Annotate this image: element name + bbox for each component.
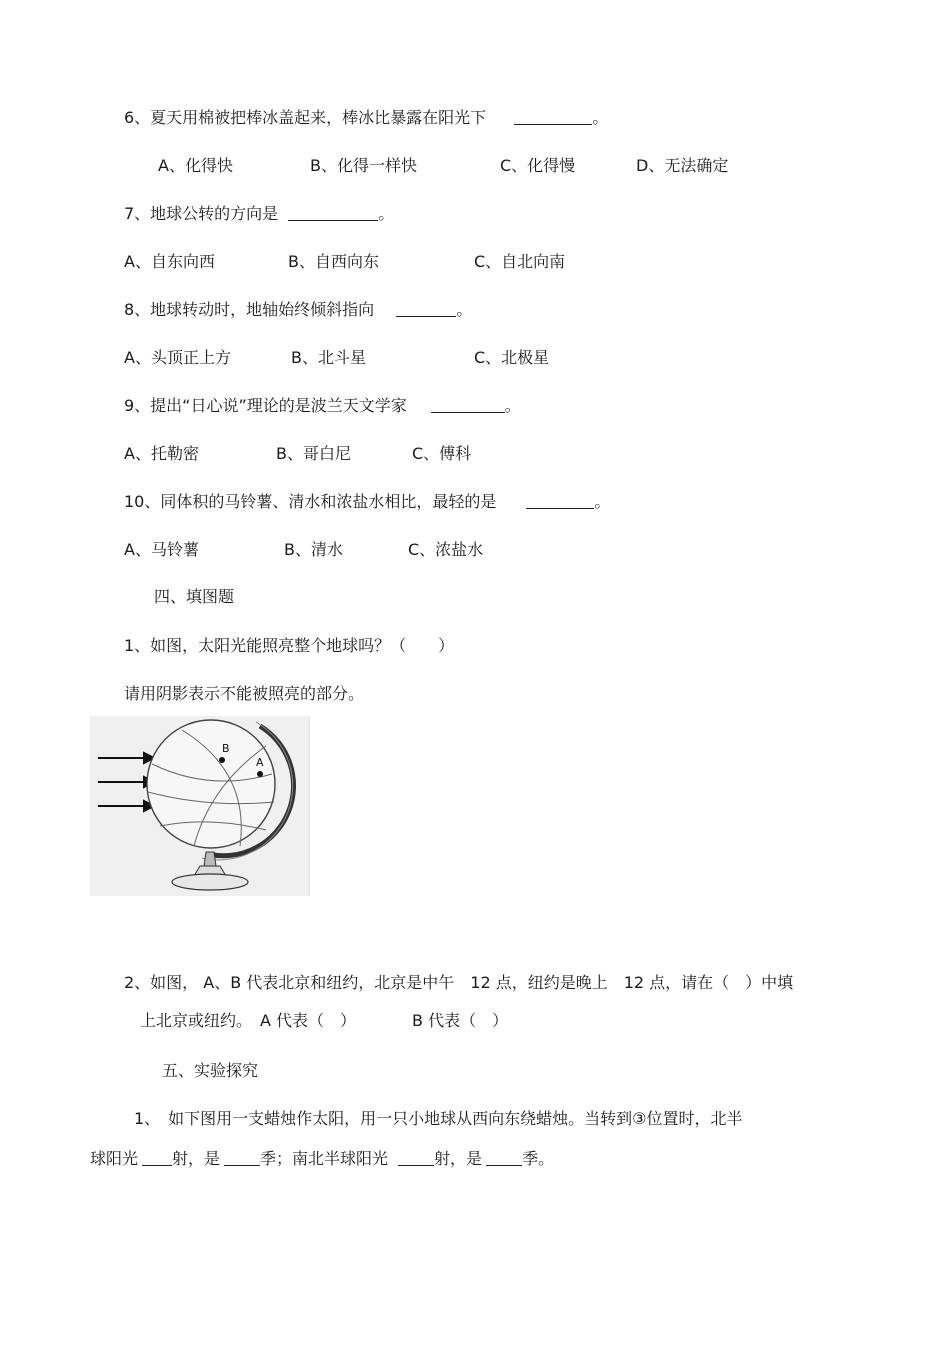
q7-answer-blank[interactable] <box>288 204 378 221</box>
s4-q1-note: 请用阴影表示不能被照亮的部分。 <box>124 684 365 703</box>
s4-q2-line1: 2、如图， A、B 代表北京和纽约，北京是中午 12 点，纽约是晚上 12 点，请在（ ）中填 <box>124 973 794 992</box>
point-a <box>257 771 263 777</box>
q6-stem: 6、夏天用棉被把棒冰盖起来，棒冰比暴露在阳光下 <box>124 108 487 127</box>
s5-blank-2[interactable] <box>224 1149 260 1166</box>
q10-stem-line <box>124 492 610 512</box>
q7-stem: 7、地球公转的方向是 <box>124 204 279 223</box>
q9-option-c[interactable]: C、傅科 <box>412 444 472 463</box>
q6-stem-line <box>124 108 608 128</box>
s5-q1-line1: 1、 如下图用一支蜡烛作太阳，用一只小地球从西向东绕蜡烛。当转到③位置时，北半 <box>134 1109 743 1128</box>
s5-q1-part3: 季；南北半球阳光 <box>260 1149 389 1168</box>
label-b: B <box>222 742 230 755</box>
globe-figure <box>90 716 310 896</box>
q6-option-c[interactable]: C、化得慢 <box>500 156 576 175</box>
q10-option-b[interactable]: B、清水 <box>284 540 343 559</box>
q6-answer-blank[interactable] <box>514 108 592 125</box>
q9-option-b[interactable]: B、哥白尼 <box>276 444 351 463</box>
q8-option-c[interactable]: C、北极星 <box>474 348 550 367</box>
q10-end: 。 <box>594 492 611 511</box>
q6-option-d[interactable]: D、无法确定 <box>636 156 729 175</box>
s5-q1-line2 <box>90 1149 554 1169</box>
q10-option-a[interactable]: A、马铃薯 <box>124 540 199 559</box>
q6-option-a[interactable]: A、化得快 <box>158 156 233 175</box>
q10-stem: 10、同体积的马铃薯、清水和浓盐水相比，最轻的是 <box>124 492 497 511</box>
s5-q1-part5: 季。 <box>522 1149 555 1168</box>
q7-end: 。 <box>378 204 395 223</box>
q10-answer-blank[interactable] <box>526 492 594 509</box>
q8-answer-blank[interactable] <box>396 300 456 317</box>
s4-q1-text: 1、如图，太阳光能照亮整个地球吗？（ ） <box>124 636 455 655</box>
q8-stem: 8、地球转动时，地轴始终倾斜指向 <box>124 300 375 319</box>
s5-q1-part2: 射，是 <box>172 1149 221 1168</box>
q7-option-b[interactable]: B、自西向东 <box>288 252 379 271</box>
s5-q1-part1: 球阳光 <box>90 1149 139 1168</box>
q6-end: 。 <box>592 108 609 127</box>
s5-blank-3[interactable] <box>398 1149 434 1166</box>
q10-option-c[interactable]: C、浓盐水 <box>408 540 484 559</box>
q8-end: 。 <box>456 300 473 319</box>
q7-option-a[interactable]: A、自东向西 <box>124 252 215 271</box>
label-a: A <box>256 756 264 769</box>
s5-blank-1[interactable] <box>142 1149 172 1166</box>
q7-stem-line <box>124 204 394 224</box>
section4-title: 四、填图题 <box>154 587 235 606</box>
section5-title: 五、实验探究 <box>162 1061 259 1080</box>
q9-end: 。 <box>504 396 521 415</box>
q9-stem: 9、提出“日心说”理论的是波兰天文学家 <box>124 396 407 415</box>
q6-option-b[interactable]: B、化得一样快 <box>310 156 417 175</box>
q9-answer-blank[interactable] <box>431 396 505 413</box>
q8-stem-line <box>124 300 472 320</box>
q8-option-a[interactable]: A、头顶正上方 <box>124 348 231 367</box>
s5-blank-4[interactable] <box>486 1149 522 1166</box>
s4-q2-line2: 上北京或纽约。 A 代表（ ） B 代表（ ） <box>140 1011 509 1030</box>
q9-stem-line <box>124 396 521 416</box>
point-b <box>219 757 225 763</box>
q9-option-a[interactable]: A、托勒密 <box>124 444 199 463</box>
globe-sphere <box>147 720 275 848</box>
q8-option-b[interactable]: B、北斗星 <box>291 348 366 367</box>
q7-option-c[interactable]: C、自北向南 <box>474 252 566 271</box>
s5-q1-part4: 射，是 <box>434 1149 483 1168</box>
